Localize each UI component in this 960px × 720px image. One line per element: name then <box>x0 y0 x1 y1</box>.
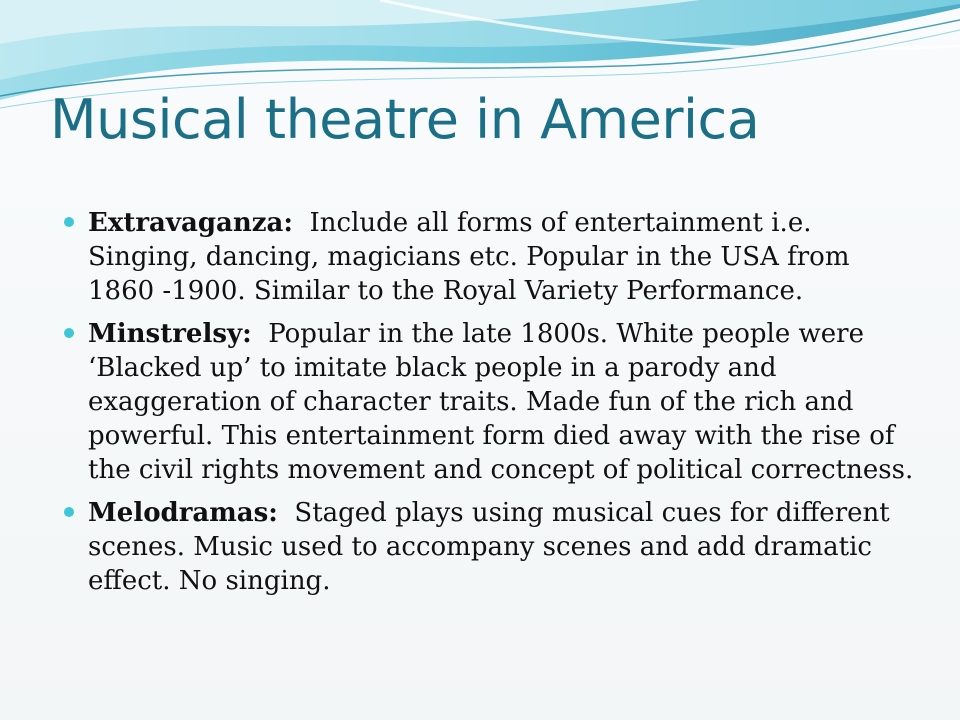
bullet-term: Melodramas: <box>88 498 278 528</box>
slide-title: Musical theatre in America <box>50 88 760 151</box>
bullet-list <box>64 206 914 607</box>
bullet-text: Include all forms of entertainment i.e. Singing, dancing, magicians etc. Popular in the USA from 1860 -1900. Similar to the Royal Variety Performance. <box>88 208 850 306</box>
bullet-term: Minstrelsy: <box>88 319 252 349</box>
bullet-item-minstrelsy <box>64 317 914 487</box>
bullet-text: Staged plays using musical cues for different scenes. Music used to accompany scenes and add dramatic effect. No singing. <box>88 498 890 596</box>
bullet-item-melodramas <box>64 496 914 598</box>
bullet-dot-icon <box>64 507 74 517</box>
bullet-term: Extravaganza: <box>88 208 293 238</box>
bullet-dot-icon <box>64 328 74 338</box>
bullet-dot-icon <box>64 217 74 227</box>
bullet-item-extravaganza <box>64 206 914 308</box>
bullet-text: Popular in the late 1800s. White people were ‘Blacked up’ to imitate black people in a parody and exaggeration of character traits. Made fun of the rich and powerful. This entertainment form died away with the rise of the civil rights movement and concept of political correctness. <box>88 319 914 485</box>
